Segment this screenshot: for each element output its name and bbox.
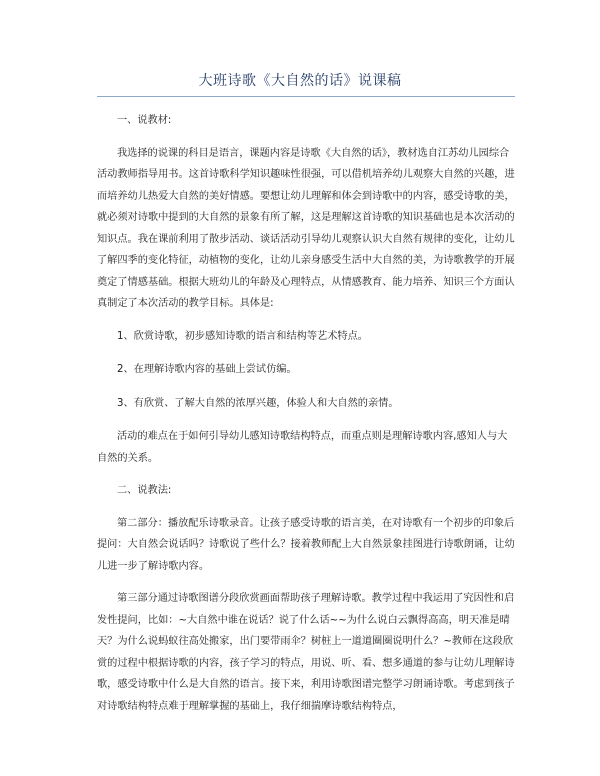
paragraph: 第二部分：播放配乐诗歌录音。让孩子感受诗歌的语言美，在对诗歌有一个初步的印象后提问：大自然会说话吗？诗歌说了些什么？接着教师配上大自然景象挂图进行诗歌朗诵，让幼儿进一步了解诗歌内容。 [97, 517, 515, 572]
goal-item: 3、有欣赏、了解大自然的浓厚兴趣，体验人和大自然的亲情。 [117, 397, 399, 409]
goal-item: 2、在理解诗歌内容的基础上尝试仿编。 [117, 364, 297, 375]
document-title: 大班诗歌《大自然的话》说课稿 [198, 73, 402, 89]
section-heading-materials: 一、说教材: [117, 115, 172, 126]
paragraph: 第三部分通过诗歌图谱分段欣赏画面帮助孩子理解诗歌。教学过程中我运用了究因性和启发性提问，比如：~大自然中谁在说话？说了什么话~~为什么说白云飘得高高，明天准是晴天？为什么说蚂蚁往高处搬家，出门要带雨伞？树桩上一道道圈圈说明什么？~教师在这段欣赏的过程中根据诗歌的内容，孩子学习的特点，用说、听、看、想多通道的参与让幼儿理解诗歌，感受诗歌中什么是大自然的语言。接下来，利用诗歌图谱完整学习朗诵诗歌。考虑到孩子对诗歌结构特点难于理解掌握的基础上，我仔细揣摩诗歌结构特点， [97, 593, 515, 712]
document-body [97, 108, 515, 728]
section-heading-methods: 二、说教法: [117, 485, 172, 496]
paragraph: 活动的难点在于如何引导幼儿感知诗歌结构特点，而重点则是理解诗歌内容,感知人与大自然的关系。 [97, 431, 508, 464]
goal-item: 1、欣赏诗歌，初步感知诗歌的语言和结构等艺术特点。 [117, 330, 368, 342]
title-divider [97, 96, 515, 97]
paragraph: 我选择的说课的科目是语言，课题内容是诗歌《大自然的话》，教材选自江苏幼儿园综合活动教师指导用书。这首诗歌科学知识趣味性很强，可以借机培养幼儿观察大自然的兴趣，进而培养幼儿热爱大自然的美好情感。要想让幼儿理解和体会到诗歌中的内容，感受诗歌的美，就必须对诗歌中提到的大自然的景象有所了解，这是理解这首诗歌的知识基础也是本次活动的知识点。我在课前利用了散步活动、谈话活动引导幼儿观察认识大自然有规律的变化，让幼儿了解四季的变化特征，动植物的变化，让幼儿亲身感受生活中大自然的美，为诗歌教学的开展奠定了情感基础。根据大班幼儿的年龄及心理特点，从情感教育、能力培养、知识三个方面认真制定了本次活动的教学目标。具体是: [97, 147, 515, 309]
